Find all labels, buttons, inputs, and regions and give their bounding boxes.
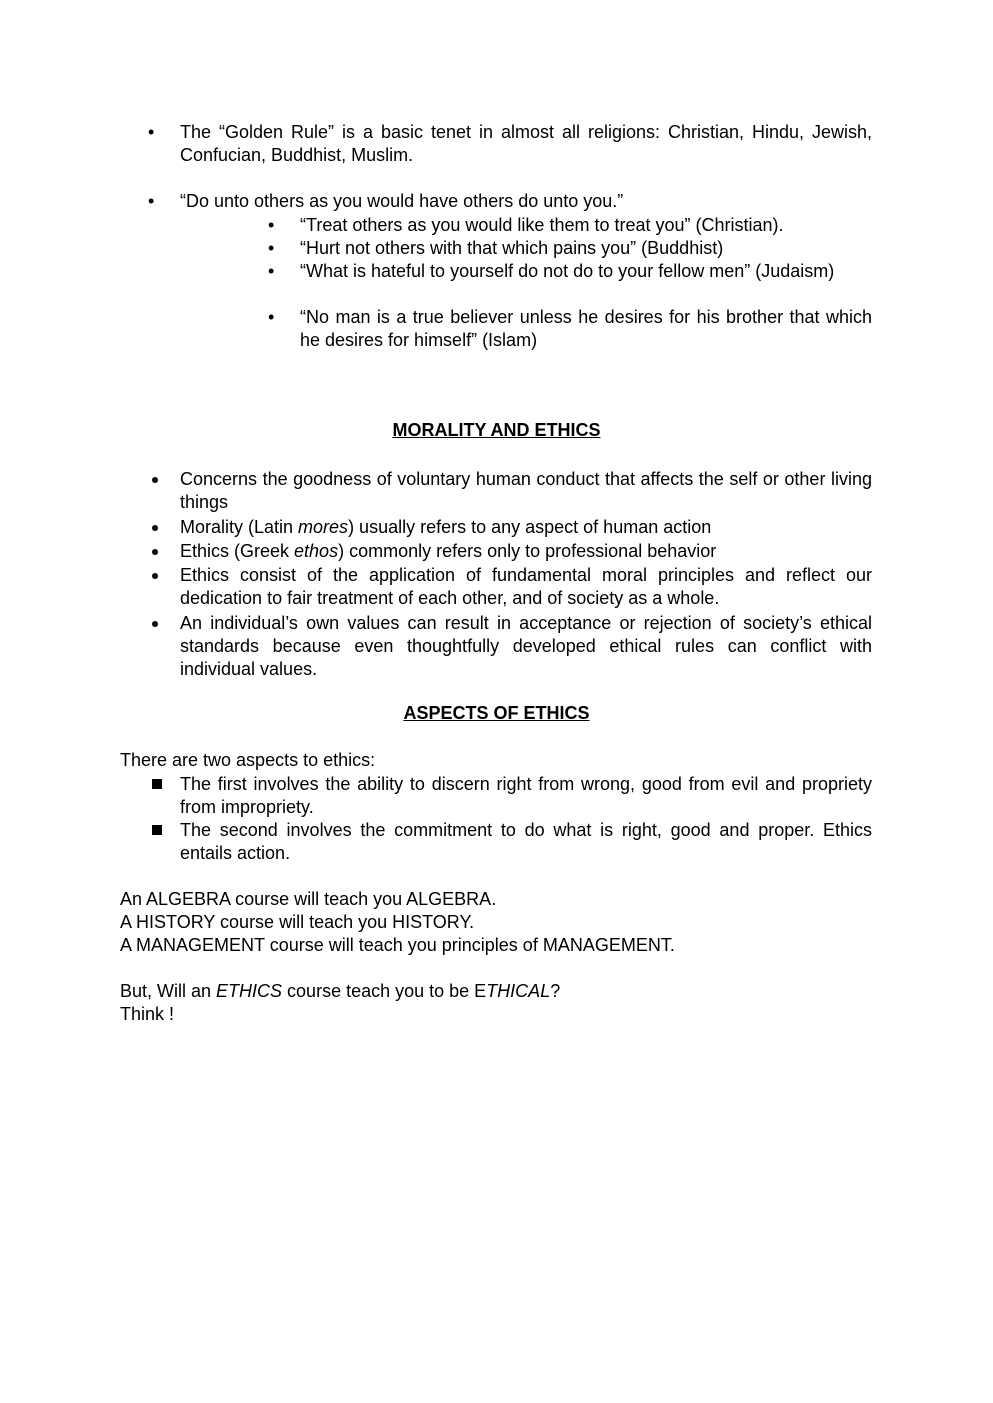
bullet-marker: • [148, 122, 155, 142]
golden-rule-islam: “No man is a true believer unless he desires for his brother that which he desires for himself” (Islam) [300, 307, 872, 350]
aspect-item-1: The first involves the ability to discern right from wrong, good from evil and propriety from impropriety. [180, 774, 872, 817]
golden-rule-quote: “Do unto others as you would have others do unto you.” [180, 191, 624, 211]
sub-bullet-marker: • [268, 215, 275, 235]
closing-question: But, Will an ETHICS course teach you to be ETHICAL? [120, 981, 561, 1001]
morality-heading: MORALITY AND ETHICS [392, 420, 601, 440]
morality-item-5: An individual’s own values can result in acceptance or rejection of society’s ethical standards because even thoughtfully developed ethical rules can conflict with individual values. [180, 613, 872, 679]
morality-item-3: Ethics (Greek ethos) commonly refers only to professional behavior [180, 541, 717, 561]
course-line-management: A MANAGEMENT course will teach you principles of MANAGEMENT. [120, 935, 675, 955]
aspects-intro: There are two aspects to ethics: [120, 750, 376, 770]
golden-rule-buddhist: “Hurt not others with that which pains you” (Buddhist) [300, 238, 724, 258]
aspect-item-2: The second involves the commitment to do what is right, good and proper. Ethics entails action. [180, 820, 872, 863]
course-line-algebra: An ALGEBRA course will teach you ALGEBRA. [120, 889, 497, 909]
sub-bullet-marker: • [268, 238, 275, 258]
bullet-marker: • [148, 191, 155, 211]
golden-rule-judaism: “What is hateful to yourself do not do to your fellow men” (Judaism) [300, 261, 835, 281]
golden-rule-intro: The “Golden Rule” is a basic tenet in almost all religions: Christian, Hindu, Jewish, Confucian, Buddhist, Muslim. [180, 122, 872, 165]
morality-item-1: Concerns the goodness of voluntary human conduct that affects the self or other living things [180, 469, 872, 512]
sub-bullet-marker: • [268, 307, 275, 327]
sub-bullet-marker: • [268, 261, 275, 281]
morality-item-2: Morality (Latin mores) usually refers to any aspect of human action [180, 517, 712, 537]
course-line-history: A HISTORY course will teach you HISTORY. [120, 912, 475, 932]
closing-think: Think ! [120, 1004, 175, 1024]
golden-rule-christian: “Treat others as you would like them to treat you” (Christian). [300, 215, 784, 235]
morality-item-4: Ethics consist of the application of fundamental moral principles and reflect our dedication to fair treatment of each other, and of society as a whole. [180, 565, 872, 608]
aspects-heading: ASPECTS OF ETHICS [403, 703, 590, 723]
